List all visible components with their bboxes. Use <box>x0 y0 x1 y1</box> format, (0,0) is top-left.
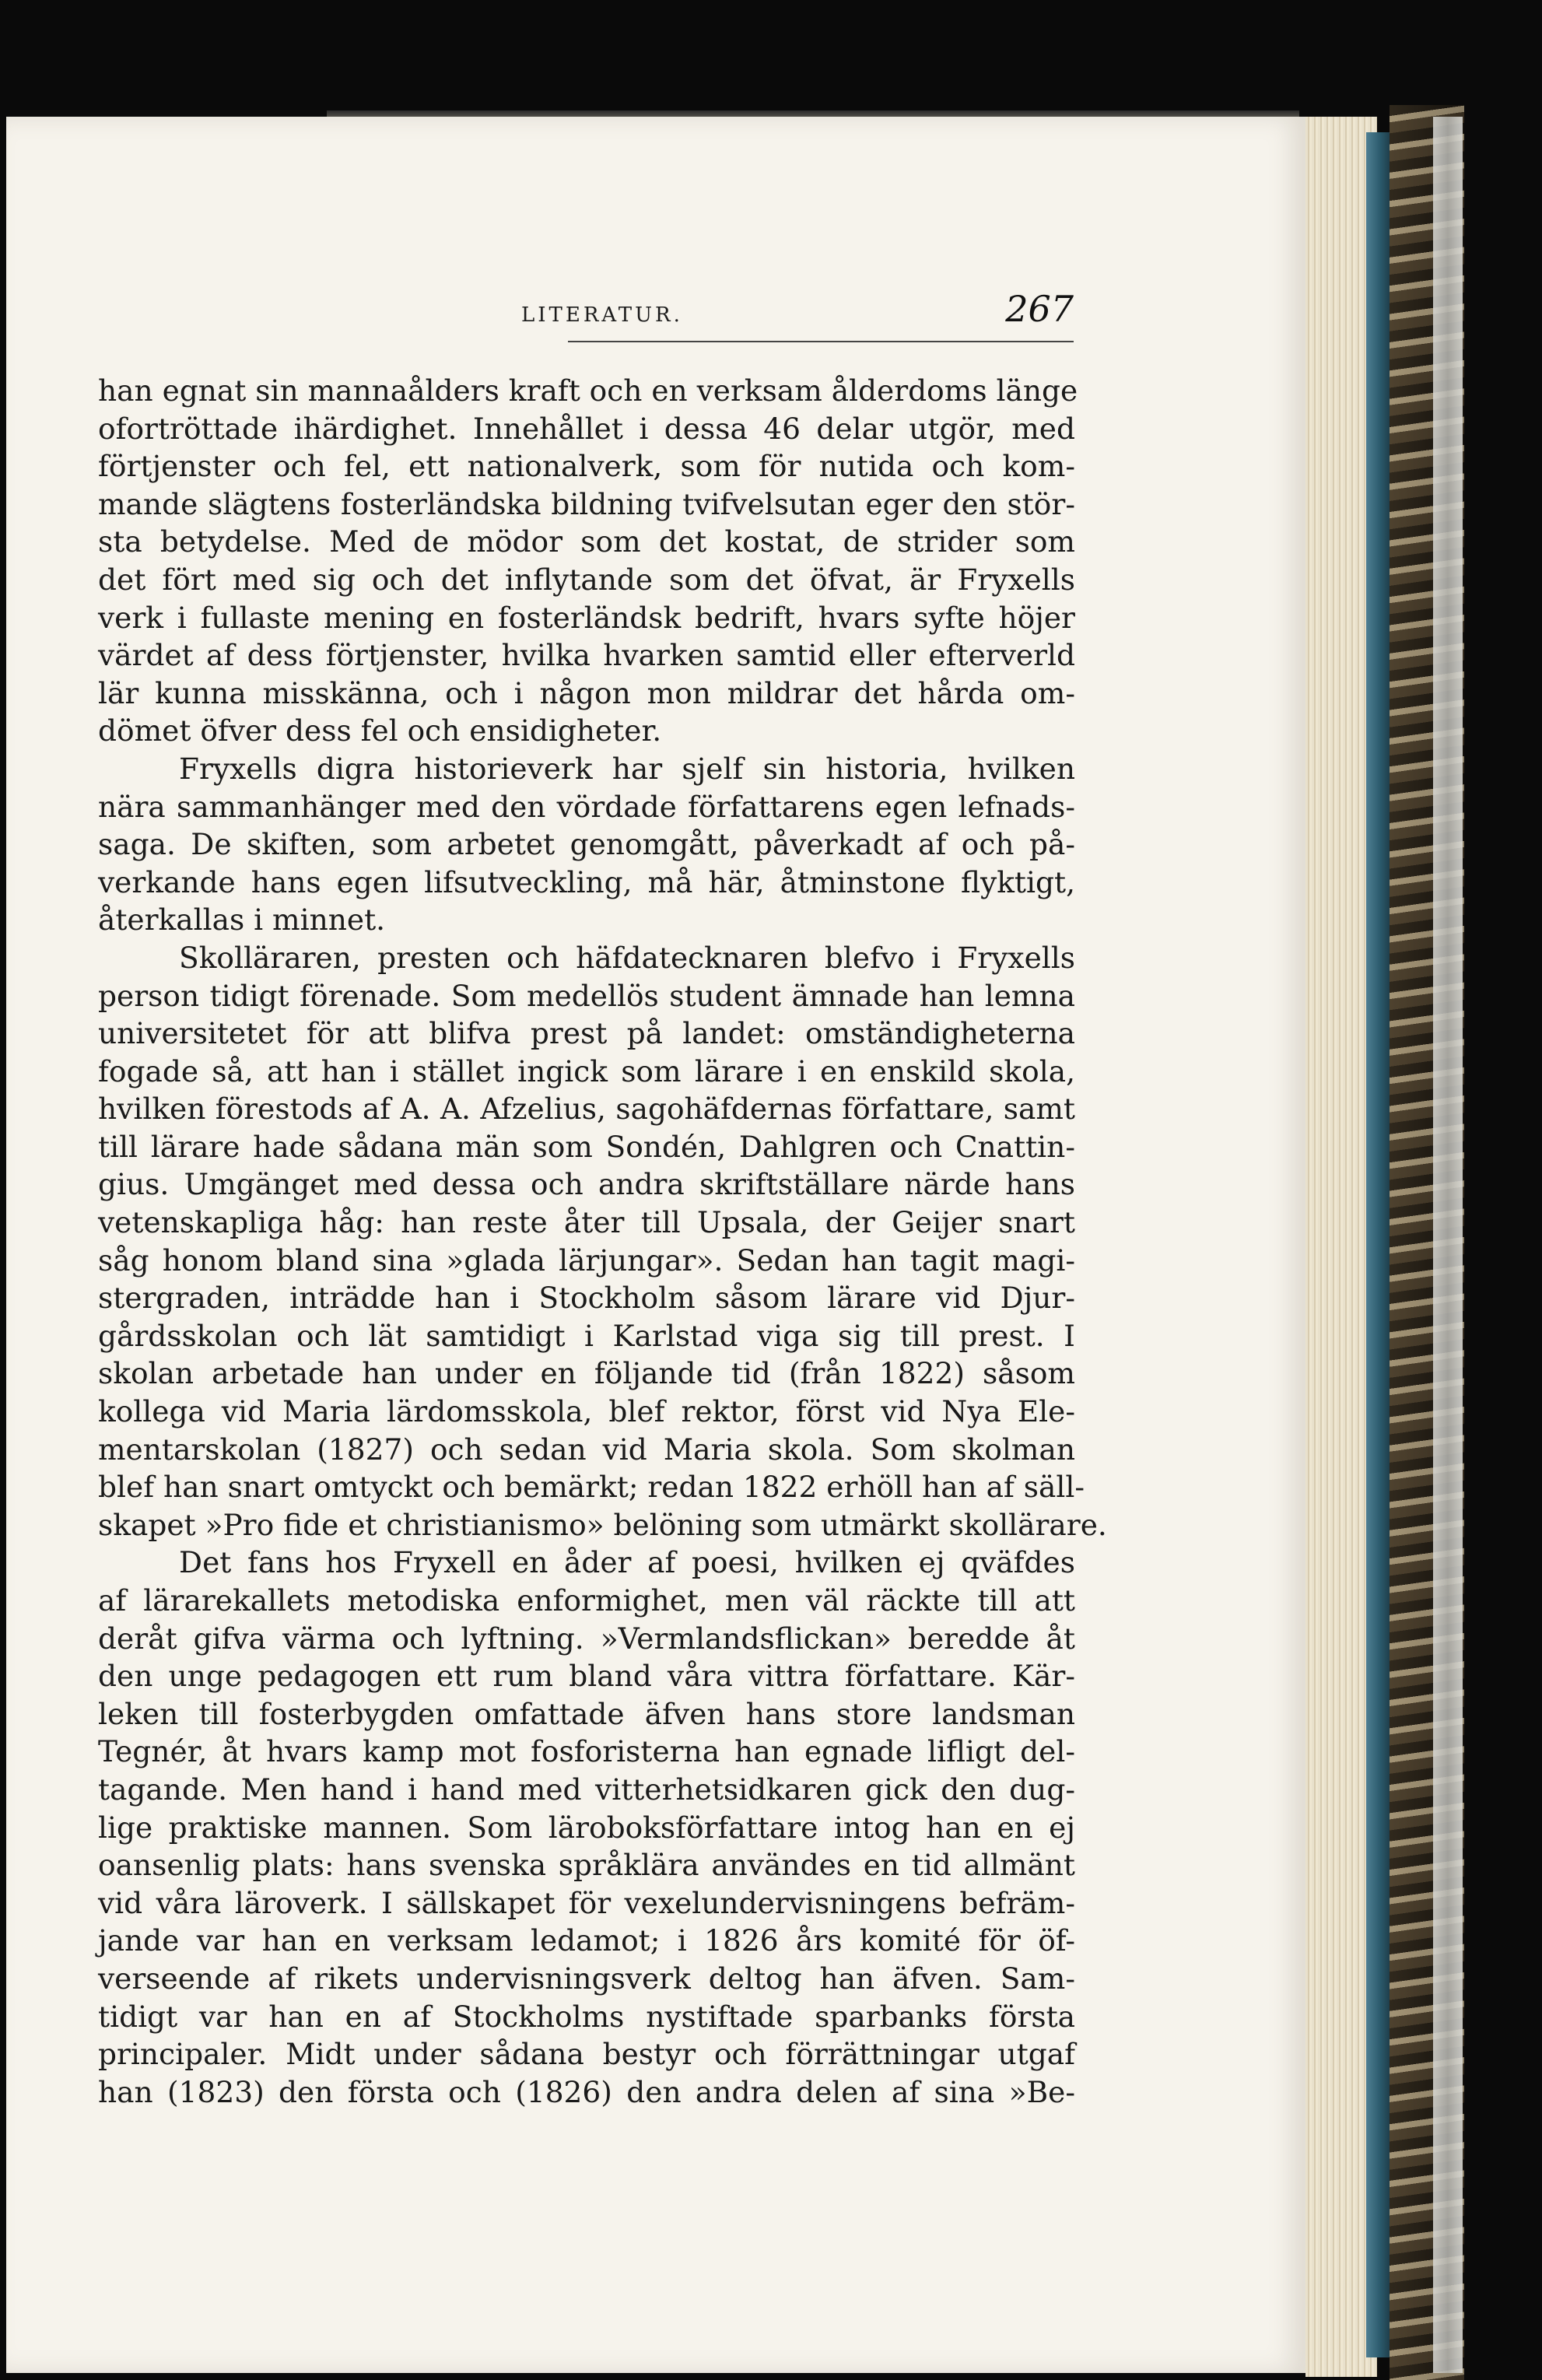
text-line: skolan arbetade han under en följande tid (från 1822) såsom <box>98 1356 1075 1391</box>
text-line: verkande hans egen lifsutveckling, må här, åtminstone flyktigt, <box>98 864 1075 899</box>
text-line: kollega vid Maria lärdomsskola, blef rektor, först vid Nya Ele- <box>98 1394 1075 1429</box>
text-line: lige praktiske mannen. Som läroboksförfattare intog han en ej <box>98 1810 1075 1845</box>
text-line: vetenskapliga håg: han reste åter till Upsala, der Geijer snart <box>98 1205 1075 1240</box>
text-line: nära sammanhänger med den vördade författarens egen lefnads- <box>98 789 1075 824</box>
text-line: Fryxells digra historieverk har sjelf sin historia, hvilken <box>179 751 1075 786</box>
text-line: fogade så, att han i stället ingick som lärare i en enskild skola, <box>98 1053 1075 1088</box>
blue-page-edge <box>1366 132 1390 2357</box>
text-line: tagande. Men hand i hand med vitterhetsidkaren gick den dug- <box>98 1772 1075 1807</box>
text-line: verk i fullaste mening en fosterländsk bedrift, hvars syfte höjer <box>98 600 1075 635</box>
text-line: såg honom bland sina »glada lärjungar». Sedan han tagit magi- <box>98 1243 1075 1278</box>
text-line: han (1823) den första och (1826) den andra delen af sina »Be- <box>98 2074 1075 2109</box>
text-line: gius. Umgänget med dessa och andra skriftställare närde hans <box>98 1167 1075 1202</box>
text-line: dömet öfver dess fel och ensidigheter. <box>98 713 662 748</box>
text-line: verseende af rikets undervisningsverk deltog han äfven. Sam- <box>98 1961 1075 1996</box>
text-line: blef han snart omtyckt och bemärkt; redan 1822 erhöll han af säll- <box>98 1470 1085 1505</box>
text-line: mande slägtens fosterländska bildning tvifvelsutan eger den stör- <box>98 486 1075 521</box>
text-line: ofortröttade ihärdighet. Innehållet i dessa 46 delar utgör, med <box>98 411 1075 446</box>
text-line: mentarskolan (1827) och sedan vid Maria skola. Som skolman <box>98 1432 1075 1467</box>
text-line: till lärare hade sådana män som Sondén, Dahlgren och Cnattin- <box>98 1129 1075 1164</box>
running-title: LITERATUR. <box>521 303 683 327</box>
body-text <box>98 372 1107 2111</box>
text-line: oansenlig plats: hans svenska språklära användes en tid allmänt <box>98 1848 1075 1883</box>
text-line: jande var han en verksam ledamot; i 1826 års komité för öf- <box>98 1923 1075 1958</box>
text-line: han egnat sin mannaålders kraft och en verksam ålderdoms länge <box>98 373 1078 408</box>
text-line: deråt gifva värma och lyftning. »Vermlandsflickan» beredde åt <box>98 1621 1075 1656</box>
text-line: tidigt var han en af Stockholms nystiftade sparbanks första <box>98 1999 1075 2034</box>
text-line: skapet »Pro fide et christianismo» belöning som utmärkt skollärare. <box>98 1507 1107 1542</box>
text-line: sta betydelse. Med de mödor som det kostat, de strider som <box>98 524 1075 559</box>
text-line: värdet af dess förtjenster, hvilka hvarken samtid eller efterverld <box>98 638 1075 673</box>
text-line: återkallas i minnet. <box>98 903 386 938</box>
text-line: leken till fosterbygden omfattade äfven hans store landsman <box>98 1696 1075 1731</box>
page-number: 267 <box>1005 288 1074 330</box>
text-line: principaler. Midt under sådana bestyr och förrättningar utgaf <box>98 2037 1075 2072</box>
text-line: Det fans hos Fryxell en åder af poesi, hvilken ej qväfdes <box>179 1545 1075 1580</box>
text-line: Skolläraren, presten och häfdatecknaren blefvo i Fryxells <box>179 940 1075 975</box>
text-line: af lärarekallets metodiska enformighet, men väl räckte till att <box>98 1583 1075 1618</box>
header-rule <box>568 341 1074 342</box>
text-line: vid våra läroverk. I sällskapet för vexelundervisningens befräm- <box>98 1885 1075 1920</box>
text-line: förtjenster och fel, ett nationalverk, som för nutida och kom- <box>98 449 1075 484</box>
text-line: den unge pedagogen ett rum bland våra vittra författare. Kär- <box>98 1659 1075 1694</box>
text-line: stergraden, inträdde han i Stockholm såsom lärare vid Djur- <box>98 1281 1075 1316</box>
text-line: Tegnér, åt hvars kamp mot fosforisterna han egnade lifligt del- <box>98 1734 1075 1769</box>
text-line: saga. De skiften, som arbetet genomgått, påverkadt af och på- <box>98 827 1075 862</box>
text-line: universitetet för att blifva prest på landet: omständigheterna <box>98 1016 1075 1051</box>
page-header <box>93 288 1074 352</box>
text-line: hvilken förestods af A. A. Afzelius, sagohäfdernas författare, samt <box>98 1092 1075 1127</box>
spine-cloth <box>1433 117 1463 2373</box>
text-line: gårdsskolan och lät samtidigt i Karlstad viga sig till prest. I <box>98 1318 1075 1353</box>
text-line: person tidigt förenade. Som medellös student ämnade han lemna <box>98 978 1075 1013</box>
text-line: det fört med sig och det inflytande som det öfvat, är Fryxells <box>98 562 1075 597</box>
text-line: lär kunna misskänna, och i någon mon mildrar det hårda om- <box>98 675 1075 710</box>
